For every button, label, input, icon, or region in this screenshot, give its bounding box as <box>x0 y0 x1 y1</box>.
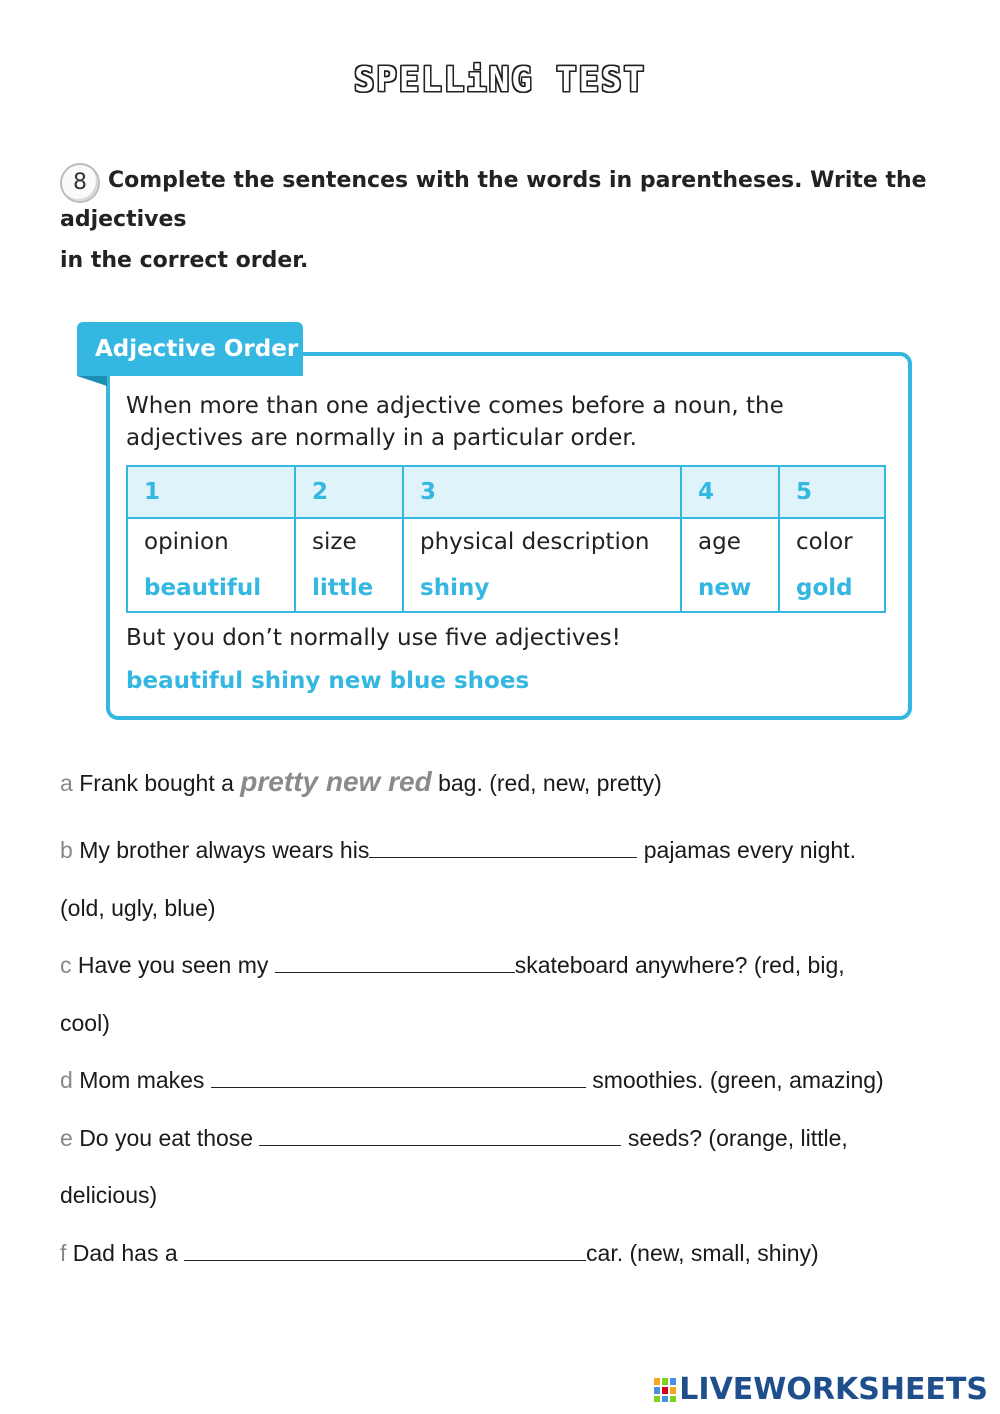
question-b <box>60 833 950 867</box>
category-label: age <box>698 529 741 555</box>
col-number-1: 1 <box>127 466 295 518</box>
answer-text: pretty new red <box>240 766 432 797</box>
question-a <box>60 765 950 800</box>
box-note: But you don’t normally use five adjectives! <box>126 625 621 651</box>
question-text-after: smoothies. (green, amazing) <box>585 1067 884 1093</box>
liveworksheets-logo <box>654 1372 988 1407</box>
question-text-after: bag. (red, new, pretty) <box>431 770 662 796</box>
question-b-hint: (old, ugly, blue) <box>60 895 216 921</box>
question-text-before: Have you seen my <box>77 952 275 978</box>
question-d <box>60 1063 950 1097</box>
example-word: new <box>698 575 752 601</box>
col-number-4: 4 <box>681 466 779 518</box>
box-intro-text: When more than one adjective comes before a noun, the adjectives are normally in a particular order. <box>126 393 784 451</box>
question-text-before: Do you eat those <box>79 1125 260 1151</box>
col-number-3: 3 <box>403 466 681 518</box>
col-cell-4 <box>681 518 779 612</box>
question-text-after: seeds? (orange, little, <box>621 1125 848 1151</box>
adjective-order-table <box>126 465 886 613</box>
category-label: opinion <box>144 529 229 555</box>
col-number-2: 2 <box>295 466 403 518</box>
box-example-phrase: beautiful shiny new blue shoes <box>126 668 530 694</box>
col-cell-3 <box>403 518 681 612</box>
answer-blank-f[interactable] <box>184 1238 586 1261</box>
example-word: shiny <box>420 575 490 601</box>
col-number-5: 5 <box>779 466 885 518</box>
question-text-before: Mom makes <box>79 1067 211 1093</box>
question-text-before: Frank bought a <box>79 770 241 796</box>
question-c-hint: cool) <box>60 1010 110 1036</box>
tab-fold <box>77 376 107 386</box>
question-f <box>60 1236 950 1270</box>
question-letter: a <box>60 770 73 796</box>
example-word: little <box>312 575 374 601</box>
example-word: beautiful <box>144 575 262 601</box>
question-text-before: Dad has a <box>72 1240 185 1266</box>
question-letter: c <box>60 952 72 978</box>
col-cell-1 <box>127 518 295 612</box>
question-letter: d <box>60 1067 73 1093</box>
category-label: color <box>796 529 853 555</box>
category-label: size <box>312 529 357 555</box>
question-letter: e <box>60 1125 73 1151</box>
category-label: physical description <box>420 529 650 555</box>
answer-blank-c[interactable] <box>275 950 515 973</box>
example-word: gold <box>796 575 853 601</box>
question-e-hint: delicious) <box>60 1182 158 1208</box>
question-letter: f <box>60 1240 67 1266</box>
exercise-number-badge: 8 <box>60 163 100 203</box>
question-text-after: skateboard anywhere? (red, big, <box>514 952 845 978</box>
question-letter: b <box>60 837 73 863</box>
question-c <box>60 948 950 982</box>
answer-blank-e[interactable] <box>259 1123 621 1146</box>
col-cell-5 <box>779 518 885 612</box>
answer-blank-d[interactable] <box>211 1065 586 1088</box>
logo-text: LIVEWORKSHEETS <box>679 1372 988 1407</box>
question-e <box>60 1121 950 1155</box>
question-text-before: My brother always wears his <box>79 837 370 863</box>
question-text-after: pajamas every night. <box>637 837 856 863</box>
page-title: SPELLiNG TEST <box>353 60 647 100</box>
instruction-line-2: in the correct order. <box>60 248 309 273</box>
instruction-line-1: Complete the sentences with the words in parentheses. Write the adjectives <box>60 168 927 232</box>
col-cell-2 <box>295 518 403 612</box>
answer-blank-b[interactable] <box>369 835 637 858</box>
question-text-after: car. (new, small, shiny) <box>586 1240 819 1266</box>
box-tab-label: Adjective Order <box>77 322 303 376</box>
instruction <box>60 163 940 236</box>
logo-blocks-icon <box>654 1378 676 1402</box>
